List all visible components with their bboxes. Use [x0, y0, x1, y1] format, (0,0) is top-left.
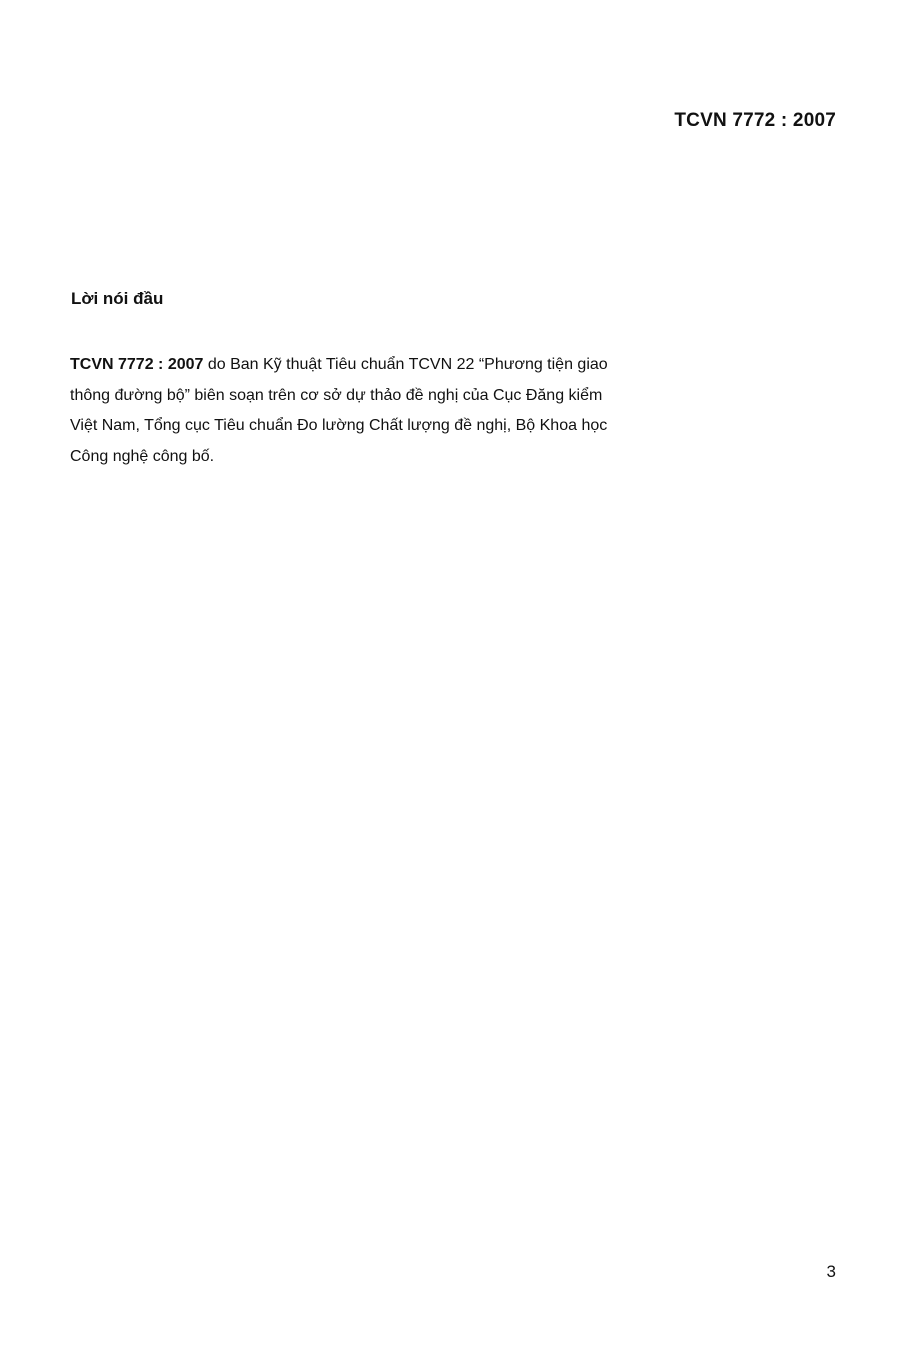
foreword-line-2: thông đường bộ” biên soạn trên cơ sở dự thảo đề nghị của Cục Đăng kiểm [70, 386, 603, 404]
foreword-title: Lời nói đầu [71, 289, 164, 308]
foreword-line-1 [70, 350, 670, 381]
foreword-line-4: Công nghệ công bố. [70, 447, 215, 465]
foreword-line-3: Việt Nam, Tổng cục Tiêu chuẩn Đo lường Chất lượng đề nghị, Bộ Khoa học [70, 417, 608, 434]
foreword-line-1-rest: do Ban Kỹ thuật Tiêu chuẩn TCVN 22 “Phương tiện giao [203, 356, 608, 373]
foreword-standard-code: TCVN 7772 : 2007 [70, 356, 204, 373]
foreword-paragraph [70, 350, 670, 472]
page-number: 3 [826, 1262, 836, 1281]
standard-code-header: TCVN 7772 : 2007 [674, 110, 836, 131]
